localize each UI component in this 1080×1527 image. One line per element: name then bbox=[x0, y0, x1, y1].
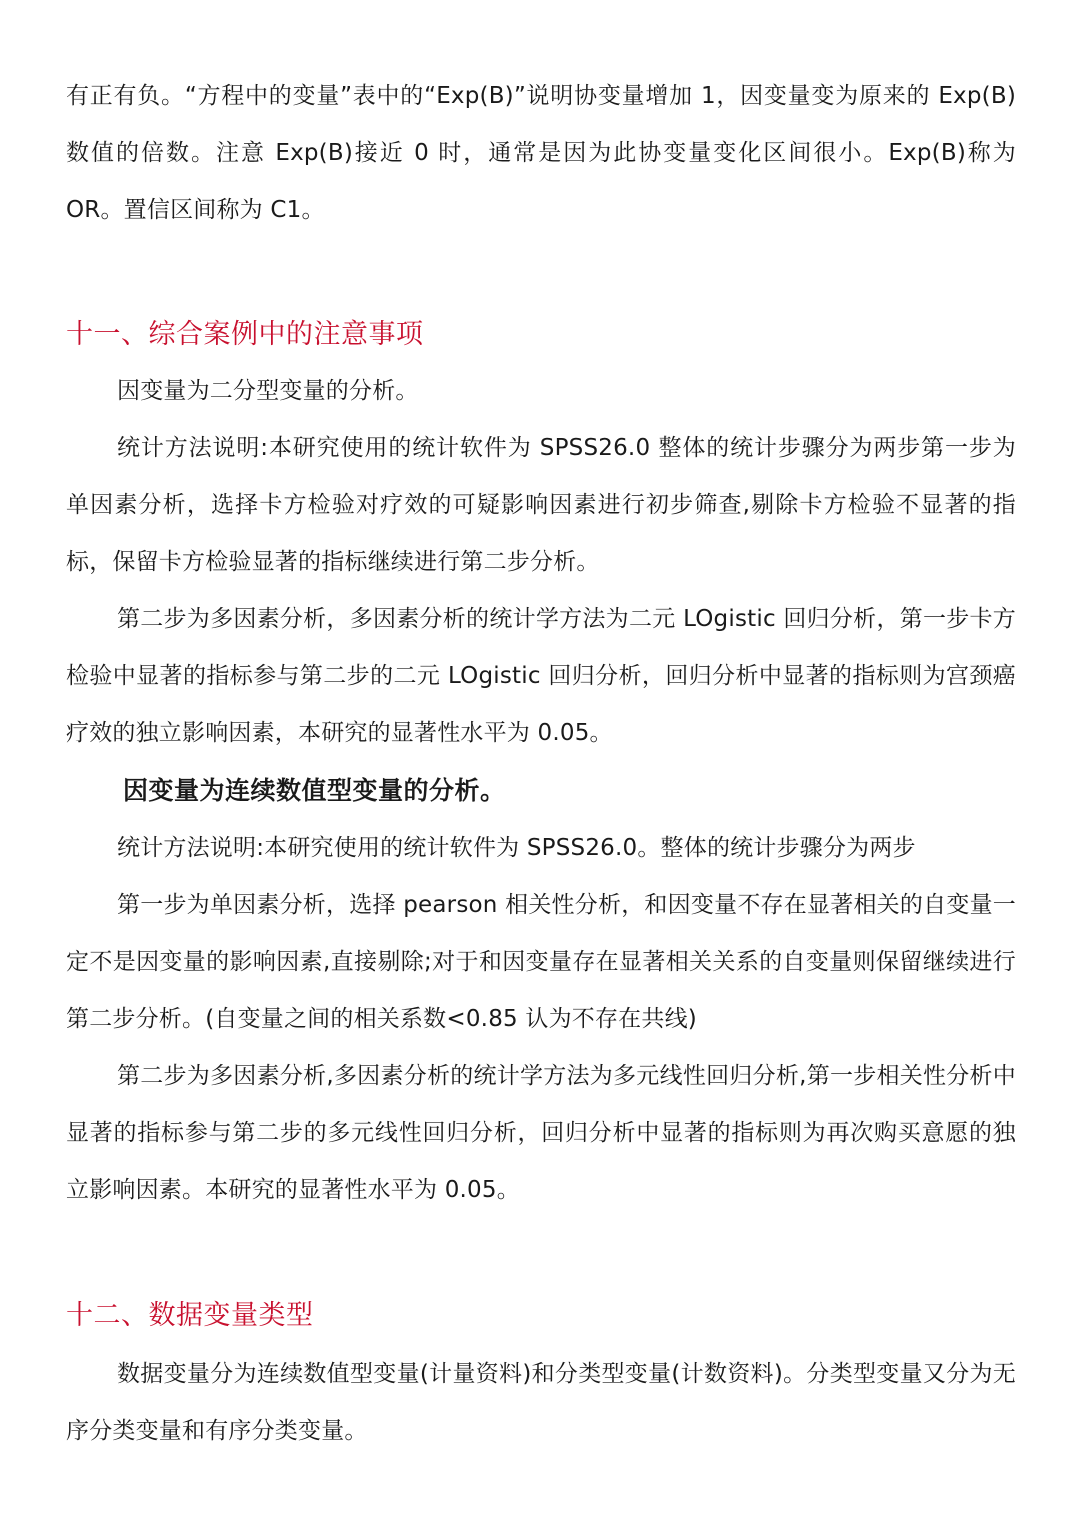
section-11-paragraph-3: 统计方法说明:本研究使用的统计软件为 SPSS26.0。整体的统计步骤分为两步 bbox=[117, 835, 916, 861]
intro-paragraph: 有正有负。“方程中的变量”表中的“Exp(B)”说明协变量增加 1，因变量变为原来的 Exp(B)数值的倍数。注意 Exp(B)接近 0 时，通常是因为此协变量变化区间很小。Exp(B)称为 OR。置信区间称为 C1。 bbox=[66, 83, 1016, 223]
section-12-paragraph-1: 数据变量分为连续数值型变量(计量资料)和分类型变量(计数资料)。分类型变量又分为无序分类变量和有序分类变量。 bbox=[66, 1361, 1016, 1444]
document-page bbox=[66, 68, 1016, 1460]
section-11-paragraph-2: 第二步为多因素分析，多因素分析的统计学方法为二元 LOgistic 回归分析，第一步卡方检验中显著的指标参与第二步的二元 LOgistic 回归分析，回归分析中显著的指标则为宫颈癌疗效的独立影响因素，本研究的显著性水平为 0.05。 bbox=[66, 606, 1016, 746]
section-11-subtitle-continuous: 因变量为连续数值型变量的分析。 bbox=[123, 776, 506, 805]
section-11-paragraph-5: 第二步为多因素分析,多因素分析的统计学方法为多元线性回归分析,第一步相关性分析中显著的指标参与第二步的多元线性回归分析，回归分析中显著的指标则为再次购买意愿的独立影响因素。本研究的显著性水平为 0.05。 bbox=[66, 1063, 1016, 1203]
section-11-paragraph-1: 统计方法说明:本研究使用的统计软件为 SPSS26.0 整体的统计步骤分为两步第一步为单因素分析，选择卡方检验对疗效的可疑影响因素进行初步筛查,剔除卡方检验不显著的指标，保留卡方检验显著的指标继续进行第二步分析。 bbox=[66, 435, 1016, 575]
section-11-subtitle-binary: 因变量为二分型变量的分析。 bbox=[117, 378, 419, 404]
section-12-heading: 十二、数据变量类型 bbox=[66, 1300, 314, 1331]
section-11-paragraph-4: 第一步为单因素分析，选择 pearson 相关性分析，和因变量不存在显著相关的自变量一定不是因变量的影响因素,直接剔除;对于和因变量存在显著相关关系的自变量则保留继续进行第二步分析。(自变量之间的相关系数<0.85 认为不存在共线) bbox=[66, 892, 1016, 1032]
section-11-heading: 十一、综合案例中的注意事项 bbox=[66, 319, 424, 350]
